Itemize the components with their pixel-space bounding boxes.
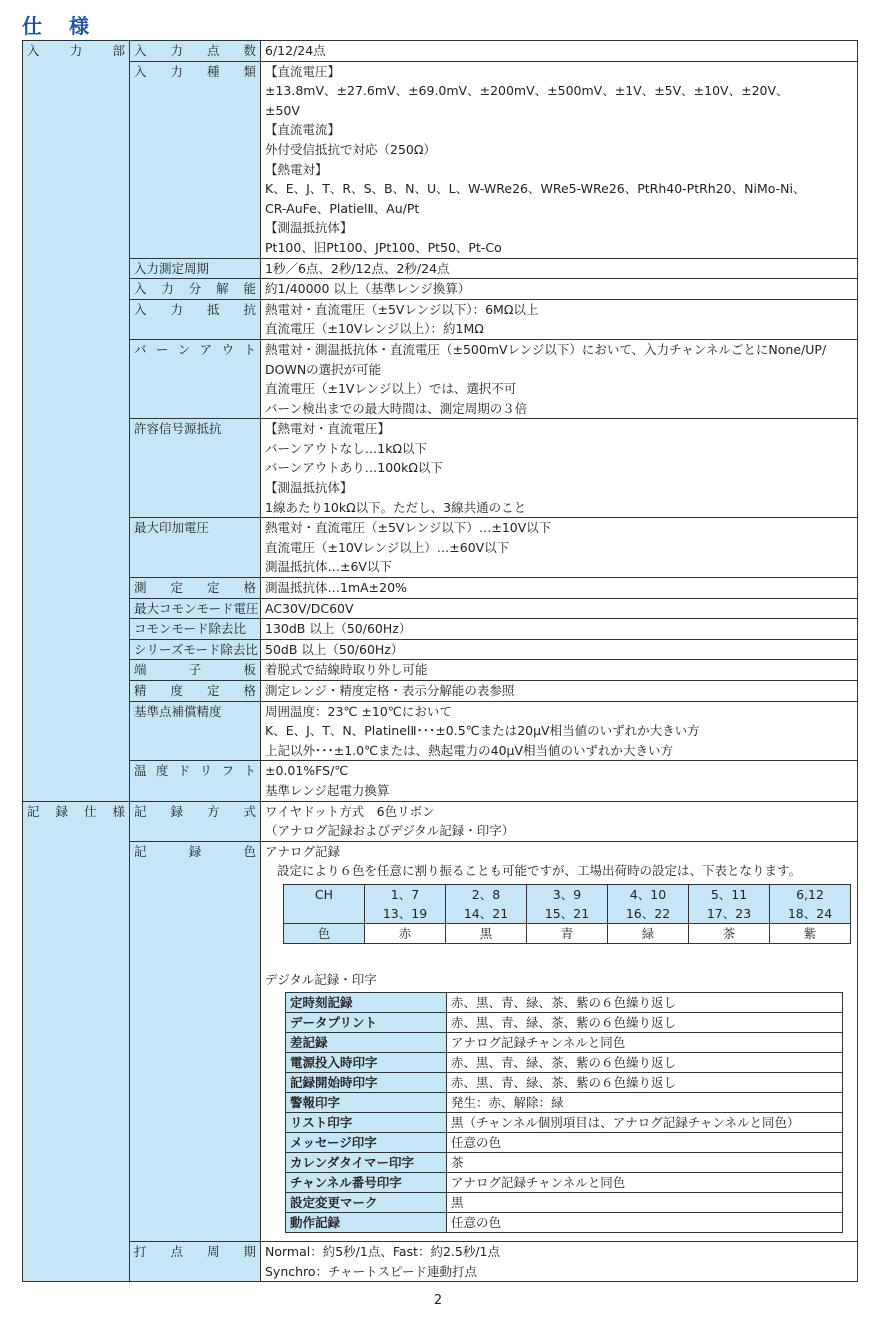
section-label: 記 録 仕 様	[23, 801, 130, 1282]
value-line: 直流電圧（±1Vレンジ以上）では、選択不可	[265, 381, 517, 397]
value-line: バーンアウトなし…1kΩ以下	[265, 440, 427, 456]
spec-label: 記 録 色	[130, 841, 261, 1241]
spec-value	[261, 598, 858, 619]
spec-value	[261, 61, 858, 258]
digital-item: カレンダタイマー印字	[286, 1153, 447, 1173]
table-row	[286, 1093, 843, 1113]
spec-label: 入 力 抵 抗	[130, 299, 261, 339]
spec-label: 許容信号源抵抗	[130, 419, 261, 518]
spec-label: コモンモード除去比	[130, 619, 261, 640]
spec-value	[261, 258, 858, 279]
spec-label: 端 子 板	[130, 660, 261, 681]
digital-color: 赤、黒、青、緑、茶、紫の６色繰り返し	[447, 993, 843, 1013]
spec-label: 入力測定周期	[130, 258, 261, 279]
value-line: 上記以外･･･±1.0℃または、熱起電力の40μV相当値のいずれか大きい方	[265, 742, 674, 758]
spec-row	[23, 841, 858, 1241]
digital-color: 任意の色	[447, 1213, 843, 1233]
digital-item: 動作記録	[286, 1213, 447, 1233]
spec-value	[261, 279, 858, 300]
spec-value	[261, 681, 858, 702]
spec-row	[23, 701, 858, 761]
spec-row	[23, 578, 858, 599]
spec-row	[23, 518, 858, 578]
value-line: 測温抵抗体…±6V以下	[265, 559, 392, 575]
ch-numbers: 6,12	[770, 884, 851, 904]
spec-row	[23, 279, 858, 300]
value-line: 熱電対・直流電圧（±5Vレンジ以下）：6MΩ以上	[265, 301, 539, 317]
value-line: 【直流電圧】	[265, 63, 341, 79]
spec-row	[23, 681, 858, 702]
spec-label: シリーズモード除去比	[130, 639, 261, 660]
value-line: 直流電圧（±10Vレンジ以上）：約1MΩ	[265, 321, 484, 337]
spec-value	[261, 41, 858, 62]
value-line: ワイヤドット方式 6色リボン	[265, 803, 435, 819]
table-row	[286, 1173, 843, 1193]
digital-color: アナログ記録チャンネルと同色	[447, 1033, 843, 1053]
spec-label: 入 力 種 類	[130, 61, 261, 258]
digital-color: 赤、黒、青、緑、茶、紫の６色繰り返し	[447, 1073, 843, 1093]
spec-value	[261, 619, 858, 640]
value-line: 1線あたり10kΩ以下。ただし、3線共通のこと	[265, 499, 527, 515]
spec-row	[23, 598, 858, 619]
spec-row	[23, 41, 858, 62]
value-line: 測温抵抗体…1mA±20%	[265, 580, 407, 596]
digital-color: 任意の色	[447, 1133, 843, 1153]
digital-color: 黒（チャンネル個別項目は、アナログ記録チャンネルと同色）	[447, 1113, 843, 1133]
table-row	[286, 1013, 843, 1033]
digital-color: 茶	[447, 1153, 843, 1173]
spec-row	[23, 619, 858, 640]
spec-value	[261, 299, 858, 339]
table-row	[286, 1193, 843, 1213]
digital-item: メッセージ印字	[286, 1133, 447, 1153]
ch-numbers: 2、8	[446, 884, 527, 904]
spec-table	[22, 40, 858, 1282]
spec-value	[261, 339, 858, 418]
spec-label: 入 力 点 数	[130, 41, 261, 62]
table-row	[286, 1053, 843, 1073]
digital-item: 設定変更マーク	[286, 1193, 447, 1213]
value-line: 1秒／6点、2秒/12点、2秒/24点	[265, 260, 450, 276]
digital-item: 電源投入時印字	[286, 1053, 447, 1073]
table-row	[286, 1153, 843, 1173]
spec-label: バ ー ン ア ウ ト	[130, 339, 261, 418]
ch-numbers: 14、21	[446, 904, 527, 924]
digital-item: 記録開始時印字	[286, 1073, 447, 1093]
value-line: 130dB 以上（50/60Hz）	[265, 621, 412, 637]
spec-label: 測 定 定 格	[130, 578, 261, 599]
ch-numbers: 4、10	[608, 884, 689, 904]
ch-color: 青	[527, 923, 608, 943]
ch-numbers: 5、11	[689, 884, 770, 904]
digital-title: デジタル記録・印字	[265, 971, 377, 987]
spec-label: 精 度 定 格	[130, 681, 261, 702]
digital-color: 赤、黒、青、緑、茶、紫の６色繰り返し	[447, 1053, 843, 1073]
spec-row	[23, 61, 858, 258]
table-row	[286, 1133, 843, 1153]
section-label: 入 力 部	[23, 41, 130, 802]
ch-color: 茶	[689, 923, 770, 943]
value-line: 【直流電流】	[265, 122, 341, 138]
value-line: K、E、J、T、N、PlatinelⅡ･･･±0.5℃または20μV相当値のいずれか大きい方	[265, 723, 700, 739]
ch-color: 緑	[608, 923, 689, 943]
value-line: CR-AuFe、PlatielⅡ、Au/Pt	[265, 200, 420, 216]
digital-item: チャンネル番号印字	[286, 1173, 447, 1193]
spec-label: 記 録 方 式	[130, 801, 261, 841]
color-header: 色	[284, 923, 365, 943]
digital-color: アナログ記録チャンネルと同色	[447, 1173, 843, 1193]
value-line: 熱電対・測温抵抗体・直流電圧（±500mVレンジ以下）において、入力チャンネルごとにNone/UP/	[265, 341, 827, 357]
value-line: 約1/40000 以上（基準レンジ換算）	[265, 281, 471, 297]
value-line: K、E、J、T、R、S、B、N、U、L、W-WRe26、WRe5-WRe26、PtRh40-PtRh20、NiMo-Ni、	[265, 181, 806, 197]
spec-value	[261, 419, 858, 518]
spec-row	[23, 299, 858, 339]
value-line: Pt100、旧Pt100、JPt100、Pt50、Pt-Co	[265, 239, 502, 255]
value-line: Normal：約5秒/1点、Fast：約2.5秒/1点	[265, 1244, 501, 1260]
value-line: バーンアウトあり…100kΩ以下	[265, 460, 443, 476]
spec-label: 最大印加電圧	[130, 518, 261, 578]
value-line: 【測温抵抗体】	[265, 480, 353, 496]
spec-value	[261, 660, 858, 681]
spec-label: 最大コモンモード電圧	[130, 598, 261, 619]
spec-label: 温 度 ド リ フ ト	[130, 761, 261, 801]
spec-value	[261, 578, 858, 599]
spec-label: 入 力 分 解 能	[130, 279, 261, 300]
spec-row	[23, 258, 858, 279]
ch-numbers: 3、9	[527, 884, 608, 904]
spec-value	[261, 761, 858, 801]
page-title: 仕 様	[22, 14, 99, 38]
digital-item: 警報印字	[286, 1093, 447, 1113]
value-line: バーン検出までの最大時間は、測定周期の３倍	[265, 400, 528, 416]
spec-label: 打 点 周 期	[130, 1242, 261, 1282]
table-row	[286, 1113, 843, 1133]
table-row	[286, 993, 843, 1013]
digital-item: リスト印字	[286, 1113, 447, 1133]
table-row	[286, 1033, 843, 1053]
spec-row	[23, 801, 858, 841]
digital-color: 赤、黒、青、緑、茶、紫の６色繰り返し	[447, 1013, 843, 1033]
ch-numbers: 18、24	[770, 904, 851, 924]
spec-row	[23, 1242, 858, 1282]
value-line: 着脱式で結線時取り外し可能	[265, 662, 428, 678]
value-line: （アナログ記録およびデジタル記録・印字）	[265, 823, 515, 839]
spec-label: 基準点補償精度	[130, 701, 261, 761]
spec-row	[23, 339, 858, 418]
digital-record-table	[285, 992, 843, 1233]
value-line: ±13.8mV、±27.6mV、±69.0mV、±200mV、±500mV、±1V、±5V、±10V、±20V、	[265, 83, 789, 99]
value-line: 基準レンジ起電力換算	[265, 782, 390, 798]
value-line: 外付受信抵抗で対応（250Ω）	[265, 141, 436, 157]
value-line: DOWNの選択が可能	[265, 361, 382, 377]
digital-item: 差記録	[286, 1033, 447, 1053]
ch-numbers: 17、23	[689, 904, 770, 924]
value-line: Synchro：チャートスピード連動打点	[265, 1263, 478, 1279]
ch-numbers: 13、19	[365, 904, 446, 924]
value-line: 【熱電対・直流電圧】	[265, 421, 391, 437]
channel-color-table	[283, 884, 851, 944]
record-color-value	[261, 841, 858, 1241]
table-row	[286, 1213, 843, 1233]
spec-value	[261, 1242, 858, 1282]
page-number: 2	[433, 1293, 443, 1308]
ch-numbers: 1、7	[365, 884, 446, 904]
value-line: AC30V/DC60V	[265, 600, 354, 616]
ch-color: 赤	[365, 923, 446, 943]
value-line: 50dB 以上（50/60Hz）	[265, 641, 404, 657]
value-line: ±0.01%FS/℃	[265, 763, 349, 779]
value-line: 周囲温度：23℃ ±10℃において	[265, 703, 452, 719]
ch-color: 黒	[446, 923, 527, 943]
value-line: 【測温抵抗体】	[265, 220, 353, 236]
digital-item: 定時刻記録	[286, 993, 447, 1013]
analog-title: アナログ記録	[265, 843, 341, 859]
ch-header-blank	[284, 904, 365, 924]
spec-row	[23, 660, 858, 681]
spec-row	[23, 419, 858, 518]
spec-value	[261, 639, 858, 660]
digital-item: データプリント	[286, 1013, 447, 1033]
analog-note: 設定により６色を任意に割り振ることも可能ですが、工場出荷時の設定は、下表となります。	[277, 863, 802, 879]
spec-row	[23, 639, 858, 660]
digital-color: 発生：赤、解除：緑	[447, 1093, 843, 1113]
table-row	[286, 1073, 843, 1093]
ch-numbers: 15、21	[527, 904, 608, 924]
value-line: 測定レンジ・精度定格・表示分解能の表参照	[265, 683, 515, 698]
spec-value	[261, 701, 858, 761]
ch-numbers: 16、22	[608, 904, 689, 924]
digital-color: 黒	[447, 1193, 843, 1213]
value-line: 【熱電対】	[265, 161, 328, 177]
value-line: 直流電圧（±10Vレンジ以上）…±60V以下	[265, 539, 510, 555]
value-line: ±50V	[265, 102, 300, 118]
ch-color: 紫	[770, 923, 851, 943]
spec-row	[23, 761, 858, 801]
spec-value	[261, 518, 858, 578]
value-line: 6/12/24点	[265, 43, 326, 58]
ch-header: CH	[284, 884, 365, 904]
spec-value	[261, 801, 858, 841]
value-line: 熱電対・直流電圧（±5Vレンジ以下）…±10V以下	[265, 520, 552, 536]
